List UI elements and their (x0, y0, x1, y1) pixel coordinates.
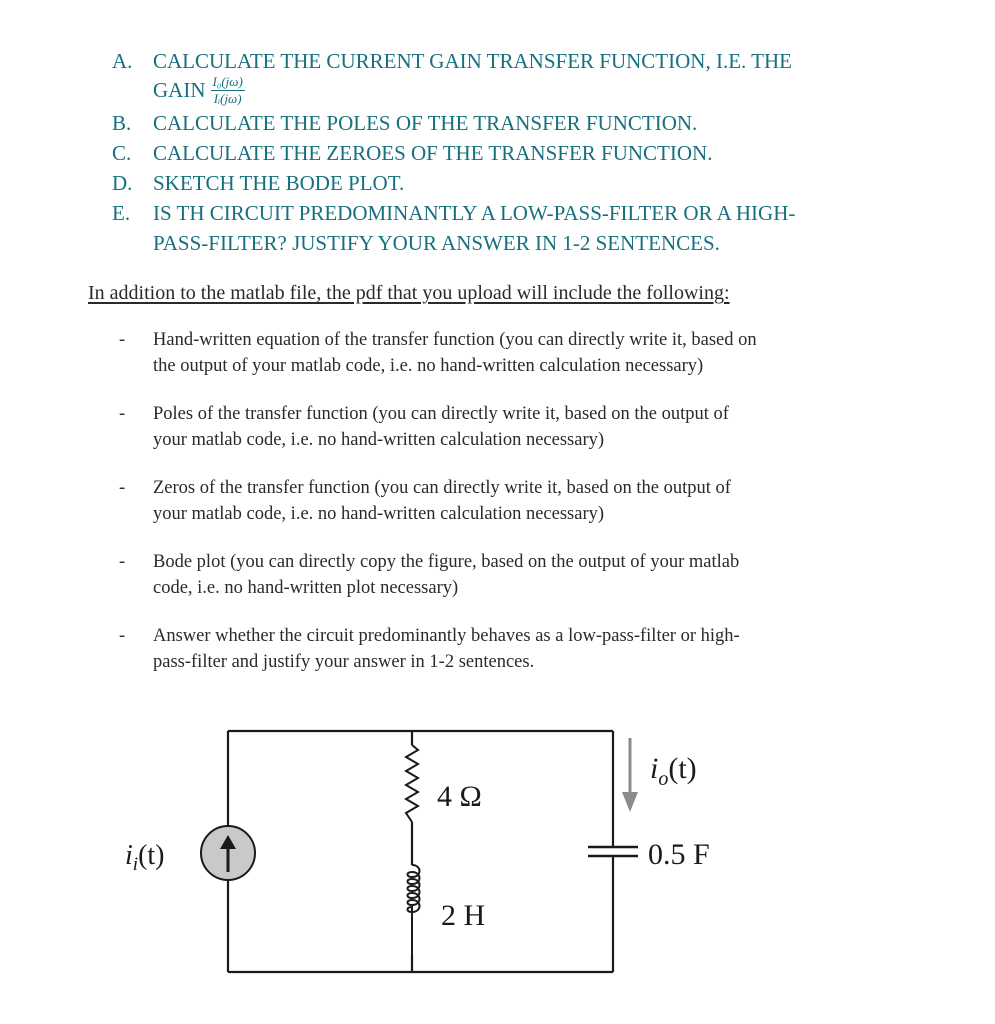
task-text: CALCULATE THE POLES OF THE TRANSFER FUNCTION. (153, 111, 698, 135)
task-text (153, 198, 872, 258)
current-source (201, 826, 255, 880)
source-current-subscript: i (132, 854, 139, 875)
bullet-dash: - (119, 404, 126, 424)
task-text: CALCULATE THE ZEROES OF THE TRANSFER FUNCTION. (153, 141, 713, 165)
inductor-symbol (408, 865, 420, 955)
bullet-dash: - (119, 330, 126, 350)
gain-expression (153, 72, 872, 108)
bullet-dash: - (119, 552, 126, 572)
task-a-line1: CALCULATE THE CURRENT GAIN TRANSFER FUNCTION, I.E. THE (153, 49, 792, 73)
list-item-line: your matlab code, i.e. no hand-written calculation necessary) (153, 430, 605, 450)
list-item (112, 401, 892, 453)
task-text: SKETCH THE BODE PLOT. (153, 171, 405, 195)
gain-denominator: Iᵢ(jω) (213, 90, 242, 106)
task-b (112, 108, 872, 138)
capacitor-label: 0.5 F (648, 838, 710, 871)
capacitor-symbol (588, 847, 638, 856)
list-item-line: Bode plot (you can directly copy the figure, based on the output of your matlab (153, 552, 740, 572)
task-list (112, 46, 872, 258)
list-item-line: the output of your matlab code, i.e. no hand-written calculation necessary) (153, 356, 704, 376)
source-current-label (125, 840, 165, 875)
list-item-line: your matlab code, i.e. no hand-written calculation necessary) (153, 504, 605, 524)
gain-numerator: I₀(jω) (212, 73, 243, 89)
list-item-line: Answer whether the circuit predominantly behaves as a low-pass-filter or high- (153, 626, 740, 646)
deliverables-list (112, 327, 892, 697)
list-item (112, 475, 892, 527)
source-current-symbol: i (125, 840, 133, 871)
list-item-text (153, 401, 892, 453)
list-item-line: Hand-written equation of the transfer function (you can directly write it, based on (153, 330, 757, 350)
task-text (153, 46, 872, 108)
list-item-text (153, 475, 892, 527)
gain-fraction (211, 75, 245, 106)
output-current-symbol: i (650, 752, 659, 785)
list-item-line: Zeros of the transfer function (you can directly write it, based on the output of (153, 478, 731, 498)
output-current-arg: (t) (668, 752, 697, 785)
task-e-line1: IS TH CIRCUIT PREDOMINANTLY A LOW-PASS-FILTER OR A HIGH- (153, 201, 796, 225)
list-item (112, 327, 892, 379)
deliverables-intro: In addition to the matlab file, the pdf that you upload will include the following: (88, 282, 730, 304)
bullet-dash: - (119, 478, 126, 498)
circuit-wires (228, 731, 613, 972)
task-e (112, 198, 872, 258)
list-item-line: Poles of the transfer function (you can directly write it, based on the output of (153, 404, 729, 424)
list-item-text (153, 549, 892, 601)
task-e-line2: PASS-FILTER? JUSTIFY YOUR ANSWER IN 1-2 SENTENCES. (153, 231, 720, 255)
gain-prefix: GAIN (153, 78, 206, 102)
task-letter: D. (112, 171, 133, 195)
list-item-text (153, 623, 892, 675)
resistor-label: 4 Ω (437, 780, 482, 813)
task-letter: B. (112, 111, 132, 135)
task-letter: A. (112, 49, 133, 73)
output-current-subscript: o (658, 768, 669, 790)
list-item-line: pass-filter and justify your answer in 1-2 sentences. (153, 652, 535, 672)
circuit-diagram (0, 690, 995, 1024)
arrow-down-icon (622, 738, 638, 812)
task-letter: E. (112, 201, 131, 225)
source-current-arg: (t) (138, 840, 165, 871)
bullet-dash: - (119, 626, 126, 646)
task-d (112, 168, 872, 198)
resistor-symbol (406, 745, 418, 822)
list-item (112, 623, 892, 675)
task-a (112, 46, 872, 108)
list-item-line: code, i.e. no hand-written plot necessary) (153, 578, 459, 598)
output-current-label (650, 752, 697, 790)
task-c (112, 138, 872, 168)
list-item-text (153, 327, 892, 379)
inductor-label: 2 H (441, 899, 486, 932)
task-letter: C. (112, 141, 132, 165)
list-item (112, 549, 892, 601)
